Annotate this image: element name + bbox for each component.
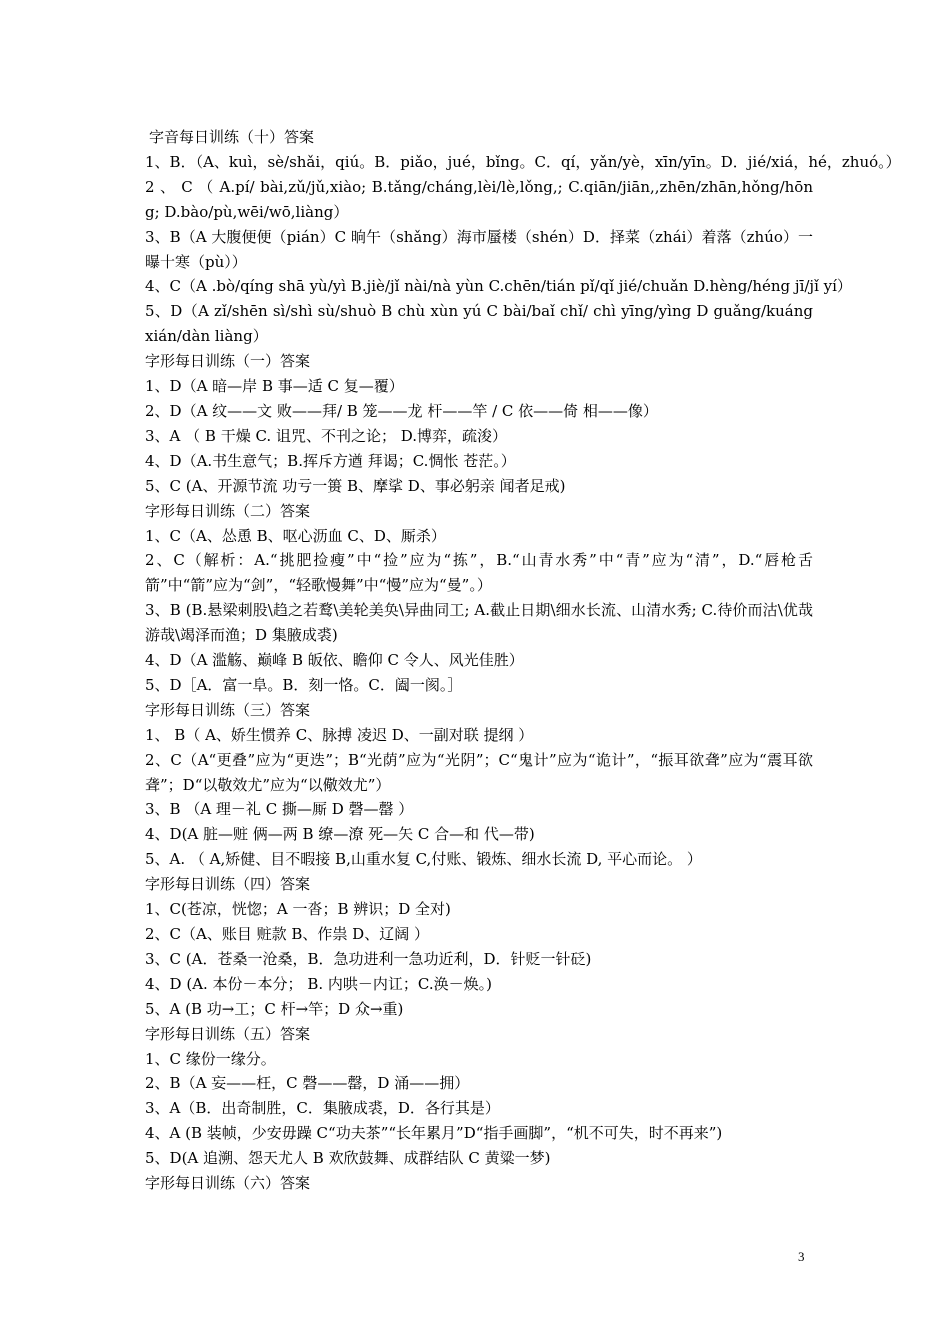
answer-line: 4、D（A 滥觞、巅峰 B 皈依、瞻仰 C 令人、风光佳胜） xyxy=(145,651,524,670)
answer-line: 5、D［A．富一阜。B．刻一恪。C．阖一阂。］ xyxy=(145,675,463,694)
answer-line: 3、B （A 理－礼 C 撕—厮 D 磬—罄 ） xyxy=(145,800,414,819)
section-heading: 字形每日训练（一）答案 xyxy=(145,352,311,371)
answer-line: 5、C (A、开源节流 功亏一篑 B、摩挲 D、事必躬亲 闻者足戒) xyxy=(145,476,566,495)
answer-line: 3、C (A．苍桑一沧桑，B．急功进利一急功近利，D．针贬一针砭) xyxy=(145,949,592,968)
answer-line: 2、C（A“更叠”应为“更迭”；B“光荫”应为“光阴”；C“鬼计”应为“诡计”，“振耳欲聋”应为“震耳欲聋”；D“以敬效尤”应为“以儆效尤”） xyxy=(145,750,813,794)
section-heading: 字形每日训练（二）答案 xyxy=(145,501,311,520)
section-heading: 字音每日训练（十）答案 xyxy=(149,128,315,146)
answer-line: 1、B．（A、kuì，sè/shǎi，qiú。B．piǎo，jué，bǐng。C．qí，yǎn/yè，xīn/yīn。D．jié/xiá，hé，zhuó。） xyxy=(145,152,901,171)
section-heading: 字形每日训练（五）答案 xyxy=(145,1024,311,1043)
answer-line: 3、A（B．出奇制胜，C．集腋成裘，D．各行其是） xyxy=(145,1099,500,1118)
answer-line: 4、C（A .bò/qíng shā yù/yì B.jiè/jǐ nài/nà yùn C.chēn/tián pǐ/qǐ jié/chuǎn D.hèng/héng jī/jǐ yí） xyxy=(145,277,852,296)
answer-line: 4、D（A.书生意气；B.挥斥方遒 拜谒；C.惆怅 苍茫。） xyxy=(145,451,516,470)
answer-line: 4、D(A 脏—赃 俩—两 B 缭—潦 死—矢 C 合—和 代—带) xyxy=(145,825,535,844)
answer-line: 2 、 C （ A.pí/ bài,zǔ/jǔ,xiào; B.tǎng/cháng,lèi/lè,lǒng,; C.qiān/jiān,,zhēn/zhān,hǒng/hōng; D.bào/pù,wēi/wō,liàng） xyxy=(145,177,813,221)
answer-line: 1、C 缘份一缘分。 xyxy=(145,1049,276,1068)
answer-line: 4、D (A. 本份－本分； B. 内哄－内讧；C.涣－焕。) xyxy=(145,974,492,993)
section-heading: 字形每日训练（三）答案 xyxy=(145,700,311,719)
answer-line: 1、C（A、怂恿 B、呕心沥血 C、D、厮杀） xyxy=(145,526,446,545)
answer-line: 1、D（A 暗—岸 B 事—适 C 复—覆） xyxy=(145,377,404,396)
answer-line: 2、C（A、账目 赃款 B、作祟 D、辽阔 ） xyxy=(145,925,429,943)
answer-line: 4、A (B 装帧，少安毋躁 C“功夫茶”“长年累月”D“指手画脚”，“机不可失，时不再来”) xyxy=(145,1124,723,1143)
answer-line: 3、A （ B 干燥 C. 诅咒、不刊之论； D.博弈，疏浚） xyxy=(145,426,507,445)
answer-line: 2、C（解析：A.“挑肥捡瘦”中“捡”应为“拣”，B.“山青水秀”中“青”应为“清”，D.“唇枪舌箭”中“箭”应为“剑”，“轻歌慢舞”中“慢”应为“曼”。） xyxy=(145,551,813,595)
page-number: 3 xyxy=(798,1249,805,1264)
answer-text-body xyxy=(145,125,901,1196)
answer-line: 3、B (B.悬梁刺股\趋之若鹜\美轮美奂\异曲同工; A.截止日期\细水长流、山清水秀; C.待价而沽\优哉游哉\竭泽而渔；D 集腋成裘) xyxy=(145,601,813,645)
section-heading: 字形每日训练（六）答案 xyxy=(145,1174,311,1193)
answer-line: 3、B（A 大腹便便（pián）C 晌午（shǎng）海市蜃楼（shén）D．择菜（zhái）着落（zhúo）一曝十寒（pù）） xyxy=(145,227,813,271)
answer-line: 2、D（A 纹——文 败——拜/ B 笼——龙 杆——竿 / C 依——倚 相——像） xyxy=(145,401,658,420)
answer-line: 2、B（A 妄——枉，C 磬——罄，D 涌——拥） xyxy=(145,1074,470,1093)
answer-line: 1、C(苍凉，恍惚；A 一沓；B 辨识；D 全对) xyxy=(145,900,451,919)
answer-line: 5、D(A 追溯、怨天尤人 B 欢欣鼓舞、成群结队 C 黄粱一梦) xyxy=(145,1149,551,1168)
answer-line: 5、D（A zǐ/shēn sì/shì sù/shuò B chù xùn yú C bài/baǐ chǐ/ chì yīng/yìng D guǎng/kuáng xián/dàn liàng） xyxy=(145,302,813,346)
answer-line: 5、A. （ A,矫健、目不暇接 B,山重水复 C,付账、锻炼、细水长流 D, 平心而论。 ） xyxy=(145,850,702,869)
answer-line: 1、 B（ A、娇生惯养 C、脉搏 凌迟 D、一副对联 提纲 ） xyxy=(145,725,534,744)
section-heading: 字形每日训练（四）答案 xyxy=(145,875,311,894)
answer-line: 5、A (B 功→工；C 杆→竿；D 众→重) xyxy=(145,999,404,1018)
